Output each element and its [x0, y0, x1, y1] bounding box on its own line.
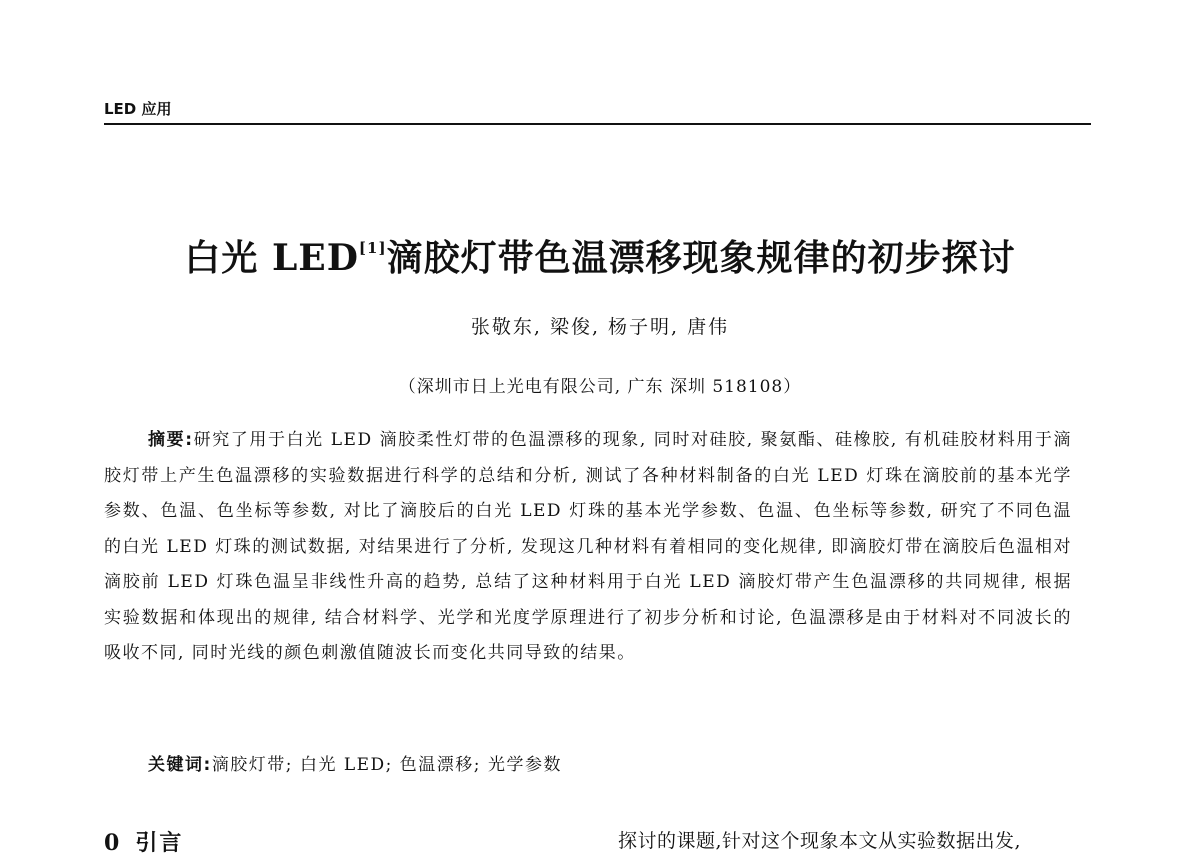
abstract-text: 研究了用于白光 LED 滴胶柔性灯带的色温漂移的现象, 同时对硅胶, 聚氨酯、硅橡胶, 有机硅胶材料用于滴胶灯带上产生色温漂移的实验数据进行科学的总结和分析, 测试了各种材料制备的白光 LED 灯珠在滴胶前的基本光学参数、色温、色坐标等参数, 对比了滴胶后的白光 LED 灯珠的基本光学参数、色温、色坐标等参数, 研究了不同色温的白光 LED 灯珠的测试数据, 对结果进行了分析, 发现这几种材料有着相同的变化规律, 即滴胶灯带在滴胶后色温相对滴胶前 LED 灯珠色温呈非线性升高的趋势, 总结了这种材料用于白光 LED 滴胶灯带产生色温漂移的共同规律, 根据实验数据和体现出的规律, 结合材料学、光学和光度学原理进行了初步分析和讨论, 色温漂移是由于材料对不同波长的吸收不同, 同时光线的颜色刺激值随波长而变化共同导致的结果。 [104, 430, 1072, 663]
section-title: 引言 [135, 830, 184, 856]
affiliation: （深圳市日上光电有限公司, 广东 深圳 518108） [398, 377, 802, 397]
title-reference-mark: [1] [358, 239, 387, 257]
section-number: 0 [104, 830, 122, 856]
keywords-label: 关键词: [148, 755, 212, 775]
author-list: 张敬东, 梁俊, 杨子明, 唐伟 [470, 316, 730, 338]
header-rule [104, 123, 1091, 125]
abstract-label: 摘要: [148, 430, 194, 450]
running-head: LED 应用 [104, 100, 172, 118]
title-main: 白光 LED [184, 237, 359, 279]
section-heading [104, 826, 183, 857]
right-column-text: 探讨的课题,针对这个现象本文从实验数据出发, [618, 830, 1022, 852]
title-rest: 滴胶灯带色温漂移现象规律的初步探讨 [386, 237, 1016, 279]
paper-title [0, 230, 1200, 281]
keywords-text: 滴胶灯带; 白光 LED; 色温漂移; 光学参数 [211, 755, 562, 775]
keywords-line [148, 750, 562, 775]
abstract-paragraph [104, 423, 1072, 672]
